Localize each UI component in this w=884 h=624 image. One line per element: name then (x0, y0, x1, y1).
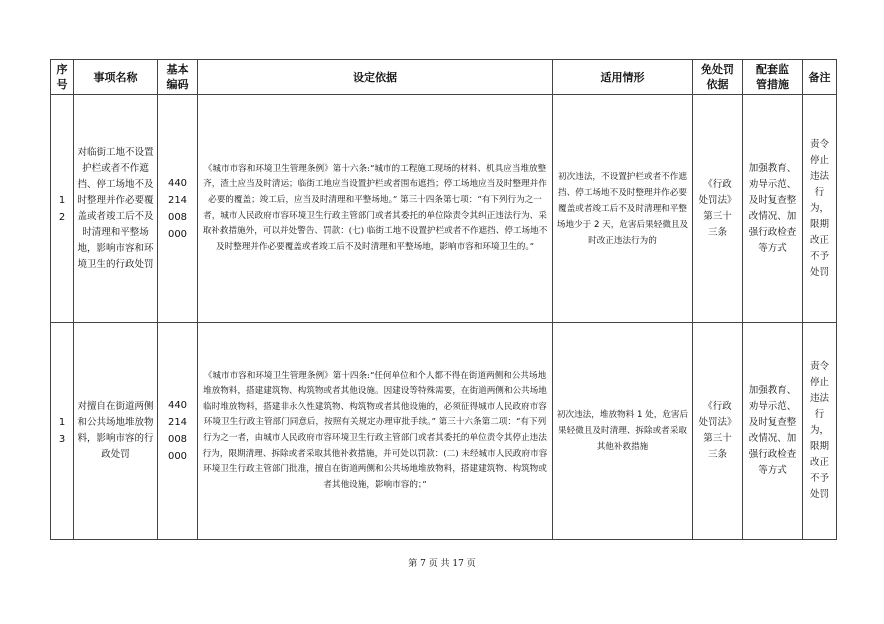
header-applicable-situation: 适用情形 (553, 60, 693, 95)
header-item-name: 事项名称 (74, 60, 158, 95)
row-remarks: 责令 停止 违法 行 为， 限期 改正 不予 处罚 (803, 95, 837, 323)
row-remarks: 责令 停止 违法 行 为， 限期 改正 不予 处罚 (803, 323, 837, 540)
row-applicable-situation: 初次违法，不设置护栏或者不作遮挡、停工场地不及时整理并作必要覆盖或者竣工后不及时清理和平整场地少于 2 天，危害后果轻微且及时改正违法行为的 (553, 95, 693, 323)
row-legal-basis: 《城市市容和环境卫生管理条例》第十六条:“城市的工程施工现场的材料、机具应当堆放整齐，渣土应当及时清运；临街工地应当设置护栏或者围布遮挡；停工场地应当及时整理并作必要的覆盖；竣工后，应当及时清理和平整场地。” 第三十四条第七项：“有下列行为之一者，城市人民政府市容环境卫生行政主管部门或者其委托的单位除责令其纠正违法行为、采取补救措施外，可以并处警告、罚款：(七) 临街工地不设置护栏或者不作遮挡、停工场地不及时整理并作必要覆盖或者竣工后不及时清理和平整场地，影响市容和环境卫生的。” (198, 95, 553, 323)
row-seq: 1 2 (51, 95, 74, 323)
row-supervision-measures: 加强教育、劝导示范、及时复查整改情况、加强行政检查等方式 (743, 95, 803, 323)
row-exemption-basis: 《行政 处罚法》 第三十 三条 (693, 323, 743, 540)
row-item-name: 对擅自在街道两侧和公共场地堆放物料，影响市容的行政处罚 (74, 323, 158, 540)
row-applicable-situation: 初次违法，堆放物料 1 处，危害后果轻微且及时清理、拆除或者采取其他补救措施 (553, 323, 693, 540)
header-basic-code: 基本 编码 (158, 60, 198, 95)
enforcement-items-table (50, 59, 837, 540)
table-row (51, 95, 837, 323)
row-exemption-basis: 《行政 处罚法》 第三十 三条 (693, 95, 743, 323)
row-item-name: 对临街工地不设置护栏或者不作遮挡、停工场地不及时整理并作必要覆盖或者竣工后不及时清理和平整场地，影响市容和环境卫生的行政处罚 (74, 95, 158, 323)
header-supervision-measures: 配套监 管措施 (743, 60, 803, 95)
header-exemption-basis: 免处罚 依据 (693, 60, 743, 95)
row-basic-code: 440 214 008 000 (158, 323, 198, 540)
header-seq: 序 号 (51, 60, 74, 95)
header-legal-basis: 设定依据 (198, 60, 553, 95)
row-basic-code: 440 214 008 000 (158, 95, 198, 323)
row-seq: 1 3 (51, 323, 74, 540)
page-number-footer: 第 7 页 共 17 页 (408, 559, 476, 569)
row-supervision-measures: 加强教育、劝导示范、及时复查整改情况、加强行政检查等方式 (743, 323, 803, 540)
table-header-row (51, 60, 837, 95)
row-legal-basis: 《城市市容和环境卫生管理条例》第十四条:“任何单位和个人都不得在街道两侧和公共场地堆放物料，搭建建筑物、构筑物或者其他设施。因建设等特殊需要，在街道两侧和公共场地临时堆放物料，搭建非永久性建筑物、构筑物或者其他设施的，必须征得城市人民政府市容环境卫生行政主管部门同意后，按照有关规定办理审批手续。” 第三十六条第二项：“有下列行为之一者，由城市人民政府市容环境卫生行政主管部门或者其委托的单位责令其停止违法行为，限期清理、拆除或者采取其他补救措施，并可处以罚款：(二) 未经城市人民政府市容环境卫生行政主管部门批准，擅自在街道两侧和公共场地堆放物料，搭建建筑物、构筑物或者其他设施，影响市容的；” (198, 323, 553, 540)
table-row (51, 323, 837, 540)
header-remarks: 备注 (803, 60, 837, 95)
